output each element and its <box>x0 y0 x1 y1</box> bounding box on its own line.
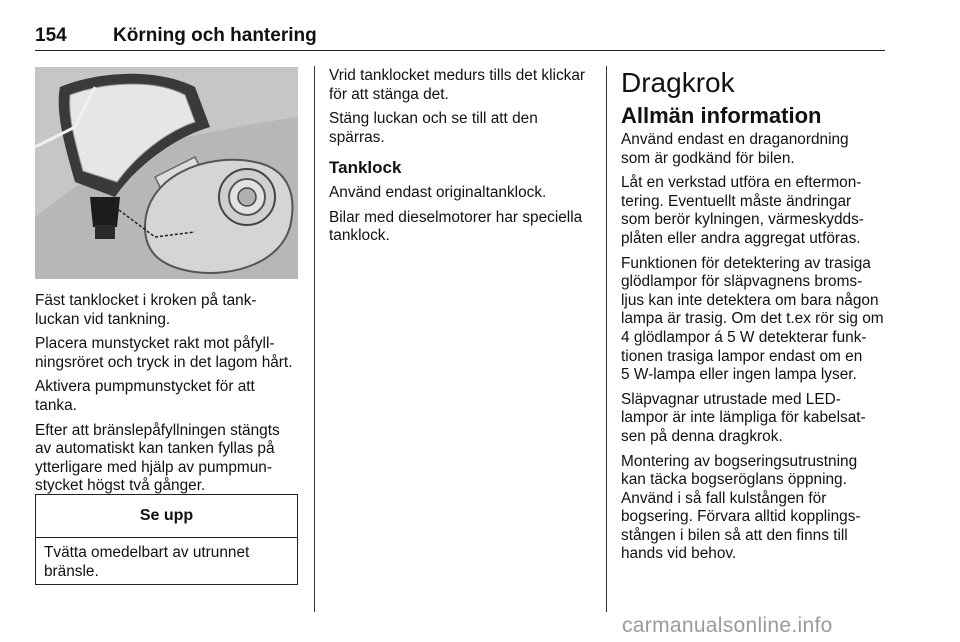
watermark: carmanualsonline.info <box>622 614 833 637</box>
section-heading: Allmän information <box>621 103 822 128</box>
paragraph: Funktionen för detektering av trasiga glödlampor för släpvagnens broms- ljus kan inte detektera om bara någon lampa är trasig. Om det t.ex rör sig om 4 glödlampor á 5 W detekterar funk- tionen trasiga lampor endast om en 5 W-lampa eller ingen lampa lyser. <box>621 254 884 384</box>
paragraph: Stäng luckan och se till att den spärras. <box>329 110 538 146</box>
paragraph: Montering av bogseringsutrustning kan täcka bogseröglans öppning. Använd i så fall kulstången för bogsering. Förvara alltid kopplings- stången i bilen så att den finns till hands vid behov. <box>621 452 861 563</box>
paragraph: Efter att bränslepåfyllningen stängts av automatiskt kan tanken fyllas på ytterligare med hjälp av pumpmun- stycket högst två gånger. <box>35 421 280 495</box>
notice-text: Tvätta omedelbart av utrunnet bränsle. <box>44 544 250 580</box>
column-middle <box>329 67 595 252</box>
paragraph: Aktivera pumpmunstycket för att tanka. <box>35 378 255 414</box>
paragraph: Bilar med dieselmotorer har speciella tanklock. <box>329 208 583 245</box>
page-number: 154 <box>35 25 67 46</box>
paragraph: Använd endast en draganordning som är godkänd för bilen. <box>621 131 849 167</box>
page-header <box>35 22 885 51</box>
paragraph: Släpvagnar utrustade med LED- lampor är inte lämpliga för kabelsat- sen på denna dragkrok. <box>621 390 866 445</box>
column-divider-right <box>606 66 607 612</box>
column-right <box>621 67 889 570</box>
fuel-filler-cap-icon <box>35 67 298 279</box>
paragraph: Använd endast originaltanklock. <box>329 183 547 201</box>
page-title: Körning och hantering <box>113 25 317 46</box>
paragraph: Placera munstycket rakt mot påfyll- ningsröret och tryck in det lagom hårt. <box>35 335 293 371</box>
chapter-heading: Dragkrok <box>621 67 735 98</box>
paragraph: Fäst tanklocket i kroken på tank- luckan vid tankning. <box>35 292 257 328</box>
paragraph: Låt en verkstad utföra en eftermon- tering. Eventuellt måste ändringar som berör kylningen, värmeskydds- plåten eller andra aggregat utföras. <box>621 174 864 247</box>
column-divider-left <box>314 66 315 612</box>
caution-notice-box <box>35 494 298 585</box>
section-heading: Tanklock <box>329 158 402 178</box>
notice-title: Se upp <box>36 495 297 538</box>
paragraph: Vrid tanklocket medurs tills det klickar för att stänga det. <box>329 67 586 103</box>
column-left <box>35 292 303 502</box>
fuel-filler-cap-figure <box>35 67 298 279</box>
